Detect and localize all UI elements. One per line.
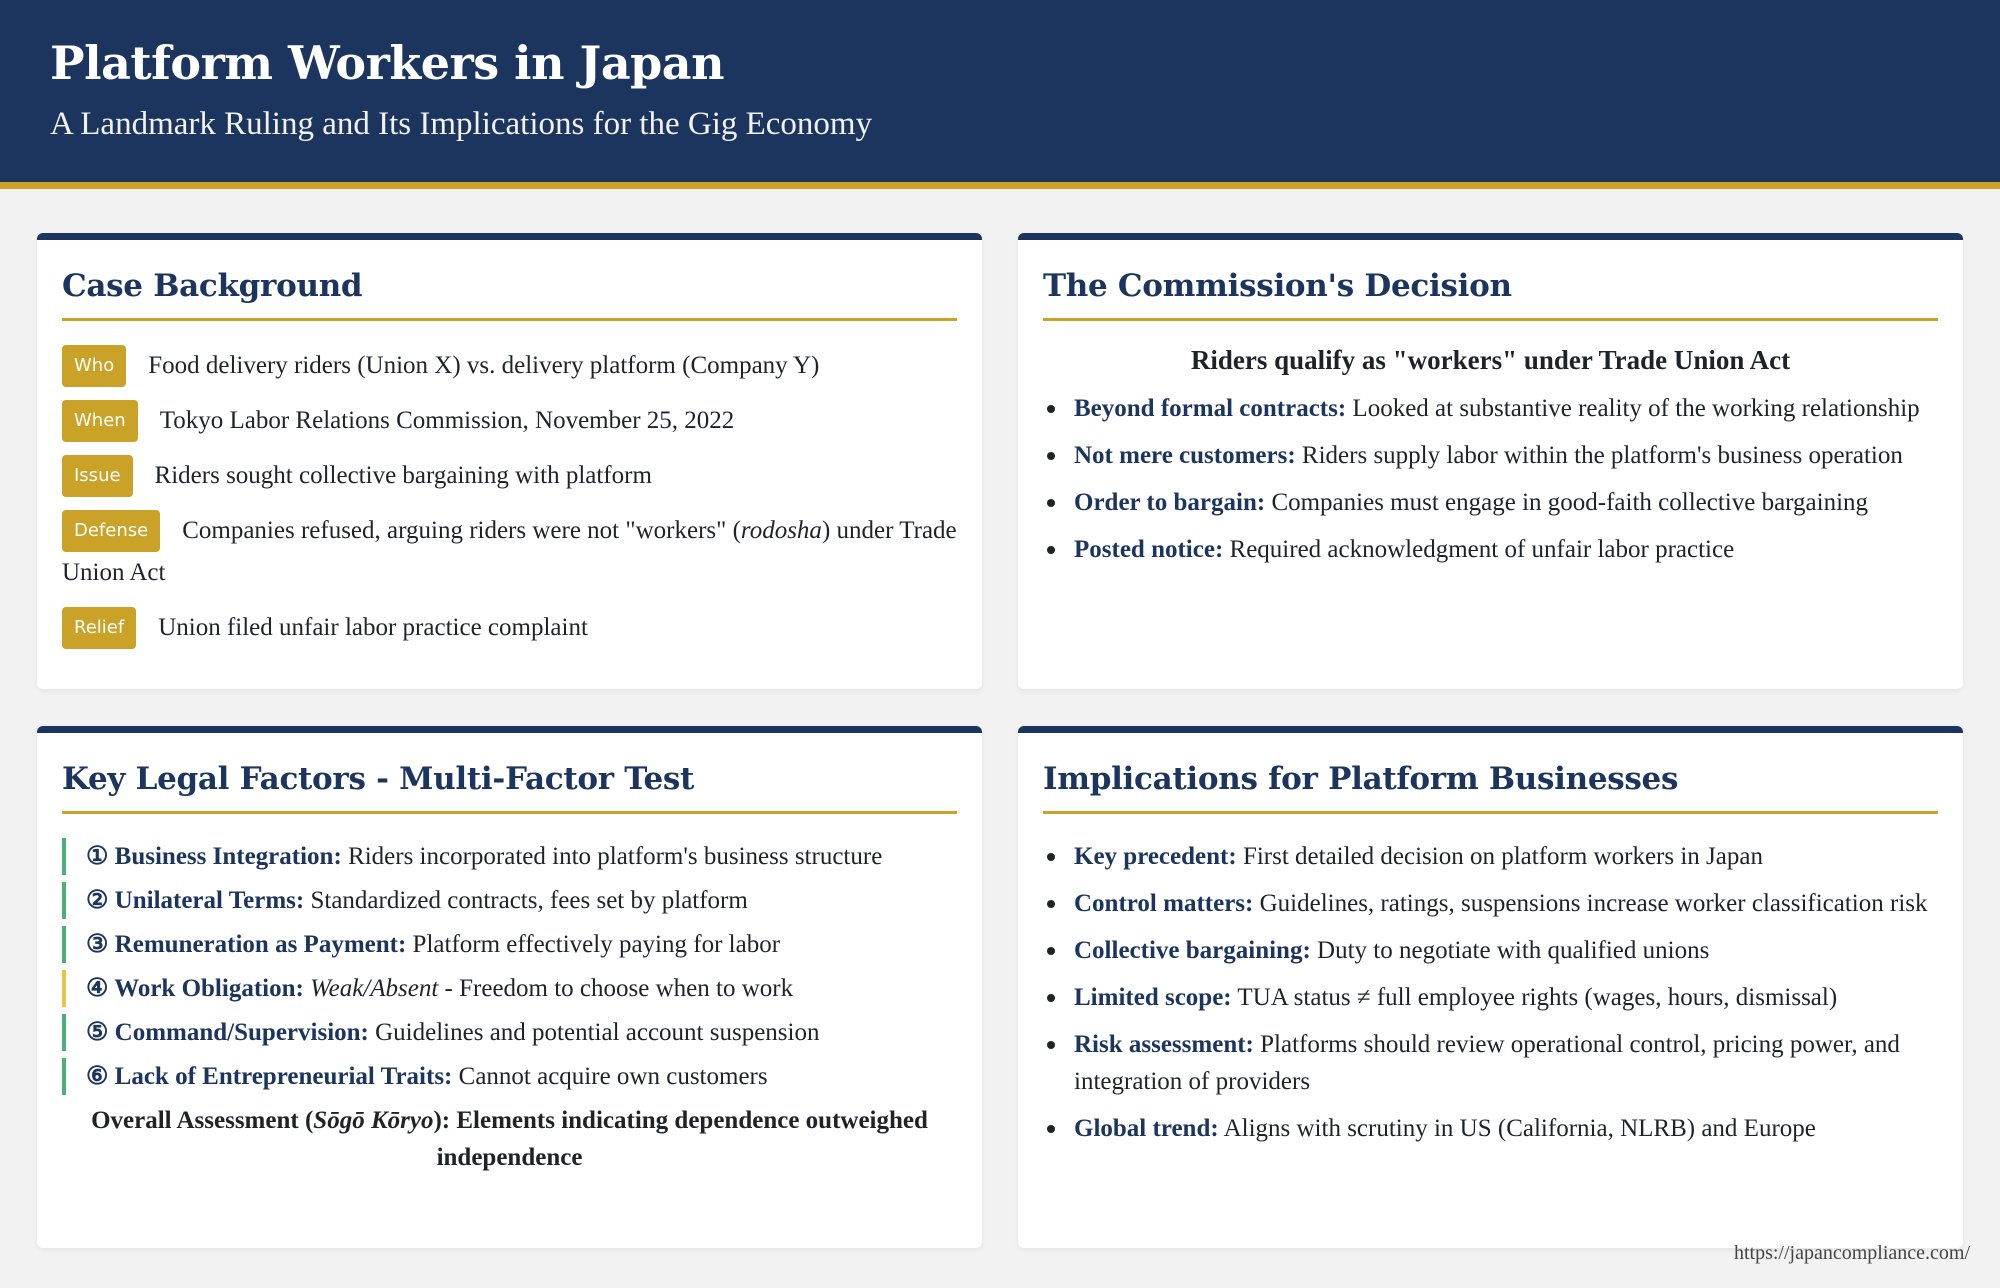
implication-text: Guidelines, ratings, suspensions increase worker classification risk: [1253, 890, 1928, 917]
decision-list: [1043, 390, 1938, 568]
implications-title: Implications for Platform Businesses: [1043, 733, 1938, 814]
implication-text: Platforms should review operational control, pricing power, and integration of providers: [1074, 1031, 1900, 1095]
decision-title: The Commission's Decision: [1043, 240, 1938, 321]
case-background-title: Case Background: [62, 240, 957, 321]
factor-item: [62, 1014, 957, 1051]
list-item: [1043, 484, 1938, 521]
implication-keyword: Global trend:: [1074, 1115, 1219, 1142]
factor-text: Riders incorporated into platform's business structure: [341, 843, 883, 870]
factor-text: - Freedom to choose when to work: [438, 975, 794, 1002]
defense-tag: Defense: [62, 510, 160, 552]
factor-text: Cannot acquire own customers: [452, 1063, 768, 1090]
relief-text: Union filed unfair labor practice complaint: [158, 614, 588, 641]
background-row-who: [62, 345, 957, 387]
list-item: [1043, 838, 1938, 875]
who-text: Food delivery riders (Union X) vs. delivery platform (Company Y): [148, 352, 820, 379]
list-item: [1043, 531, 1938, 568]
factor-emphasis: Weak/Absent: [303, 975, 439, 1002]
page-title: Platform Workers in Japan: [50, 36, 725, 90]
decision-keyword: Beyond formal contracts:: [1074, 395, 1347, 422]
page-header: [0, 0, 2000, 189]
background-row-issue: [62, 455, 957, 497]
factor-keyword: ⑥ Lack of Entrepreneurial Traits:: [86, 1063, 453, 1090]
when-tag: When: [62, 400, 138, 442]
list-item: [1043, 979, 1938, 1016]
decision-headline: Riders qualify as "workers" under Trade Union Act: [1190, 345, 1791, 375]
decision-keyword: Order to bargain:: [1074, 489, 1266, 516]
background-row-defense: [62, 510, 957, 594]
who-tag: Who: [62, 345, 126, 387]
implication-text: Aligns with scrutiny in US (California, NLRB) and Europe: [1218, 1115, 1816, 1142]
list-item: [1043, 885, 1938, 922]
overall-assessment: [62, 1102, 957, 1176]
implication-keyword: Control matters:: [1074, 890, 1254, 917]
factor-keyword: ④ Work Obligation:: [86, 975, 304, 1002]
factor-keyword: ① Business Integration:: [86, 843, 342, 870]
decision-keyword: Posted notice:: [1074, 536, 1224, 563]
issue-text: Riders sought collective bargaining with platform: [154, 462, 652, 489]
relief-tag: Relief: [62, 607, 136, 649]
overall-text-a: Overall Assessment (: [91, 1107, 314, 1134]
legal-factors-title: Key Legal Factors - Multi-Factor Test: [62, 733, 957, 814]
list-item: [1043, 390, 1938, 427]
issue-tag: Issue: [62, 455, 133, 497]
implication-text: First detailed decision on platform workers in Japan: [1236, 843, 1763, 870]
list-item: [1043, 437, 1938, 474]
defense-text-em: rodosha: [740, 517, 822, 544]
decision-panel: [1018, 233, 1963, 689]
defense-text-a: Companies refused, arguing riders were not "workers" (: [182, 517, 741, 544]
implication-text: TUA status ≠ full employee rights (wages, hours, dismissal): [1231, 984, 1838, 1011]
factor-item: [62, 838, 957, 875]
factor-keyword: ⑤ Command/Supervision:: [86, 1019, 369, 1046]
list-item: [1043, 1110, 1938, 1147]
factor-text: Standardized contracts, fees set by platform: [304, 887, 748, 914]
case-background-panel: [37, 233, 982, 689]
decision-text: Riders supply labor within the platform's business operation: [1295, 442, 1903, 469]
factor-item: [62, 882, 957, 919]
factor-text: Guidelines and potential account suspension: [368, 1019, 820, 1046]
decision-text: Companies must engage in good-faith collective bargaining: [1265, 489, 1869, 516]
implication-text: Duty to negotiate with qualified unions: [1310, 937, 1710, 964]
legal-factors-panel: [37, 726, 982, 1248]
page-subtitle: A Landmark Ruling and Its Implications for the Gig Economy: [50, 106, 873, 142]
implications-list: [1043, 838, 1938, 1147]
decision-text: Required acknowledgment of unfair labor practice: [1223, 536, 1735, 563]
overall-text-em: Sōgō Kōryo: [313, 1107, 434, 1134]
factor-item-weak: [62, 970, 957, 1007]
implications-panel: [1018, 726, 1963, 1248]
implication-keyword: Collective bargaining:: [1074, 937, 1311, 964]
when-text: Tokyo Labor Relations Commission, November 25, 2022: [159, 407, 735, 434]
factor-keyword: ③ Remuneration as Payment:: [86, 931, 407, 958]
background-row-relief: [62, 607, 957, 649]
overall-text-b: ): Elements indicating dependence outweighed independence: [433, 1107, 928, 1171]
implication-keyword: Key precedent:: [1074, 843, 1237, 870]
implication-keyword: Limited scope:: [1074, 984, 1232, 1011]
factor-keyword: ② Unilateral Terms:: [86, 887, 305, 914]
factor-text: Platform effectively paying for labor: [406, 931, 781, 958]
list-item: [1043, 1026, 1938, 1100]
background-row-when: [62, 400, 957, 442]
decision-text: Looked at substantive reality of the working relationship: [1346, 395, 1920, 422]
decision-keyword: Not mere customers:: [1074, 442, 1296, 469]
implication-keyword: Risk assessment:: [1074, 1031, 1254, 1058]
footer-url[interactable]: https://japancompliance.com/: [1733, 1242, 1970, 1264]
factor-item: [62, 926, 957, 963]
defense-text-b: ) under Trade Union Act: [62, 517, 957, 586]
factor-item: [62, 1058, 957, 1095]
list-item: [1043, 932, 1938, 969]
